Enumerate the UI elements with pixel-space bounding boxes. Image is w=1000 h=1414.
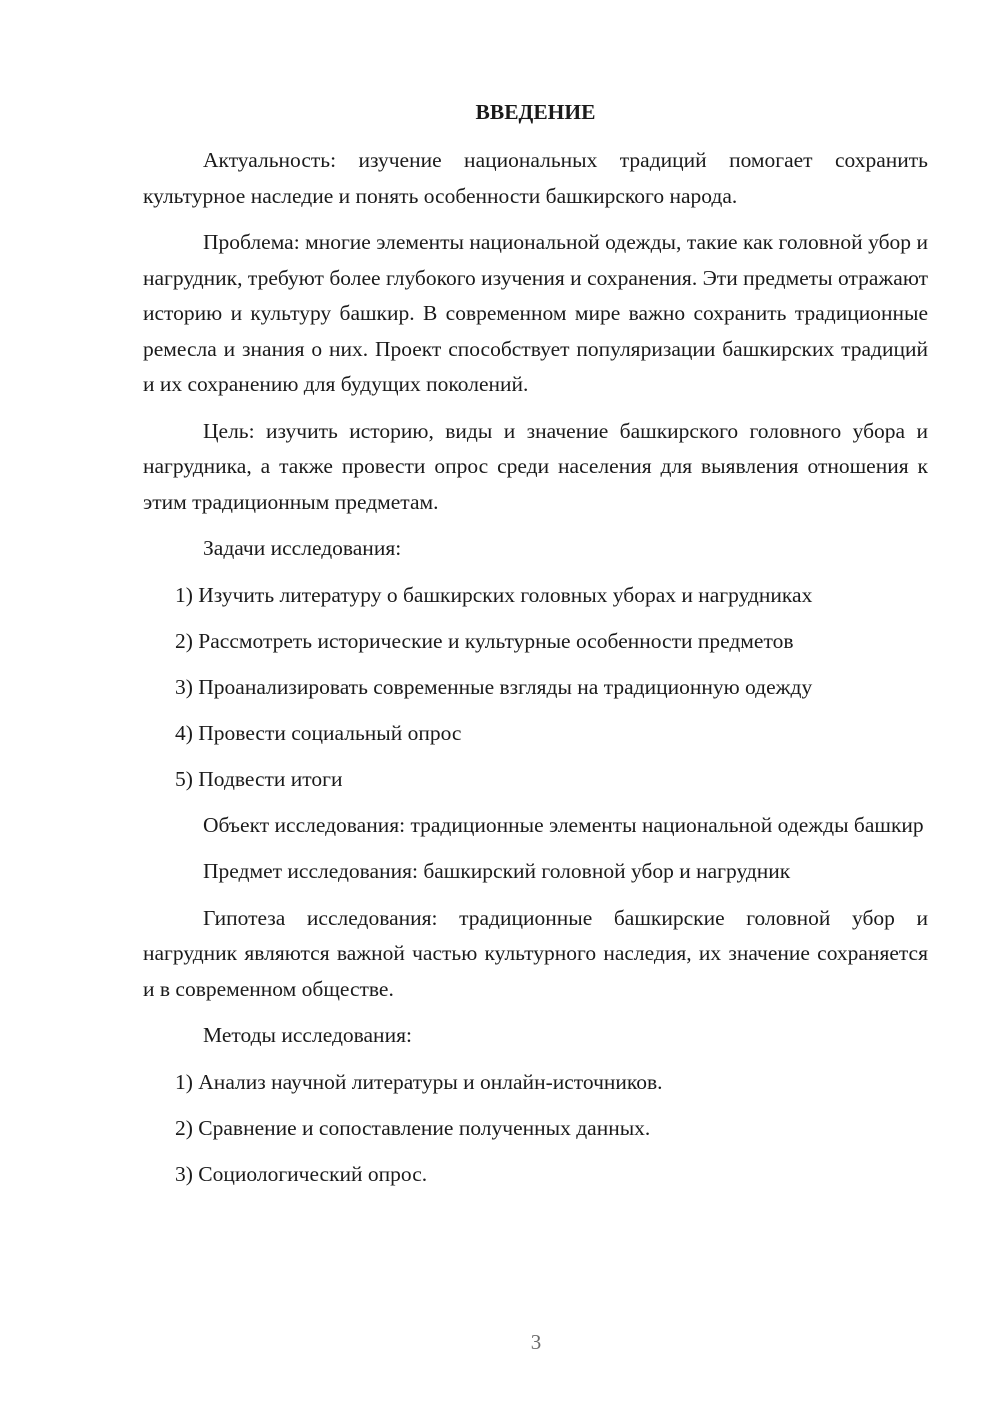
hypothesis-paragraph: Гипотеза исследования: традиционные башкирские головной убор и нагрудник являются важной частью культурного наследия, их значение сохраняется и в современном обществе. [143, 905, 928, 1001]
methods-heading: Методы исследования: [203, 1023, 412, 1047]
document-body [143, 95, 928, 1203]
list-item: 5) Подвести итоги [175, 766, 343, 791]
object-paragraph: Объект исследования: традиционные элементы национальной одежды башкир [203, 812, 924, 837]
subject-paragraph: Предмет исследования: башкирский головной убор и нагрудник [203, 859, 791, 883]
list-item: 2) Сравнение и сопоставление полученных данных. [175, 1115, 651, 1140]
methods-list [143, 1065, 928, 1193]
page-number: 3 [530, 1330, 542, 1354]
tasks-heading: Задачи исследования: [203, 536, 402, 560]
goal-paragraph: Цель: изучить историю, виды и значение башкирского головного убора и нагрудника, а также провести опрос среди населения для выявления отношения к этим традиционным предметам. [143, 418, 928, 514]
list-item: 2) Рассмотреть исторические и культурные особенности предметов [175, 628, 794, 653]
list-item: 1) Изучить литературу о башкирских головных уборах и нагрудниках [175, 582, 813, 607]
list-item: 3) Проанализировать современные взгляды на традиционную одежду [175, 674, 813, 699]
list-item: 3) Социологический опрос. [175, 1161, 428, 1186]
list-item: 1) Анализ научной литературы и онлайн-источников. [175, 1069, 663, 1094]
problem-paragraph: Проблема: многие элементы национальной одежды, такие как головной убор и нагрудник, требуют более глубокого изучения и сохранения. Эти предметы отражают историю и культуру башкир. В современном мире важно сохранить традиционные ремесла и знания о них. Проект способствует популяризации башкирских традиций и их сохранению для будущих поколений. [143, 230, 928, 396]
page-title: ВВЕДЕНИЕ [475, 100, 596, 124]
list-item: 4) Провести социальный опрос [175, 720, 462, 745]
tasks-list [143, 578, 928, 798]
relevance-paragraph: Актуальность: изучение национальных традиций помогает сохранить культурное наследие и понять особенности башкирского народа. [143, 148, 928, 208]
